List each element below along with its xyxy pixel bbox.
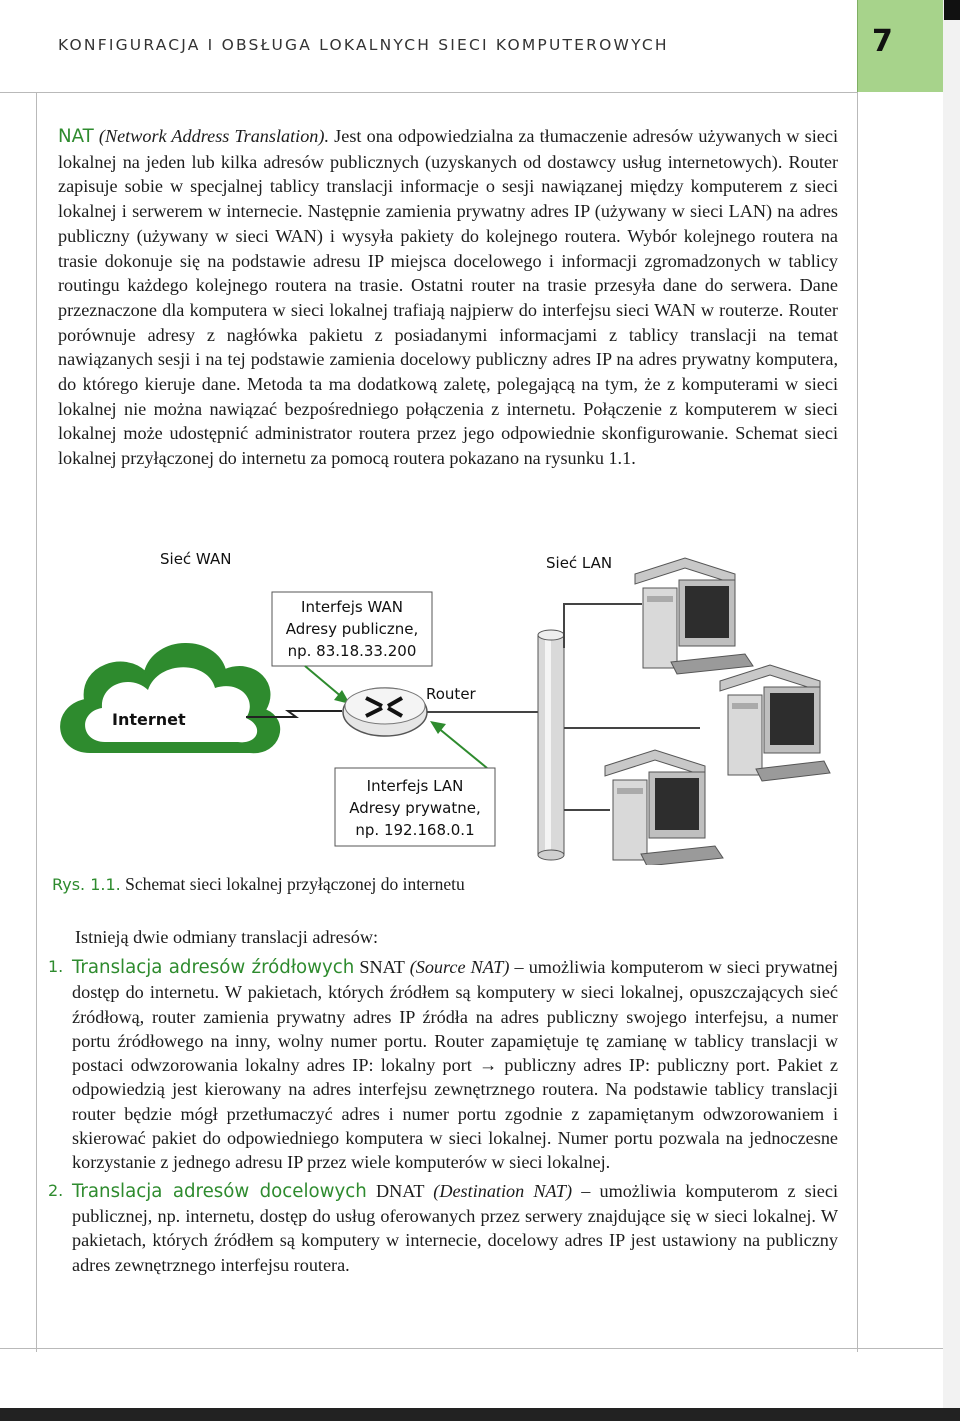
- frame-line-right: [857, 92, 858, 1352]
- list-item-body: – umożliwia komputerom z sieci publicznej, np. internetu, dostęp do usług oferowanych przez serwery znajdujące się w sieci lokalnej. W pakietach, których źródłem są komputery w internecie, docelowy adres IP jest ustawiony na publiczny adres zewnętrznego interfejsu routera.: [72, 1180, 839, 1275]
- wan-box-line-2: Adresy publiczne,: [285, 620, 419, 638]
- page-edge-corner: [944, 0, 960, 20]
- frame-line-top: [0, 92, 857, 93]
- router-icon: [343, 688, 427, 736]
- lan-pointer-arrow: [430, 721, 487, 768]
- list-item-expansion: (Source NAT): [409, 957, 510, 977]
- computer-icon: [635, 558, 753, 674]
- wan-box-line-1: Interfejs WAN: [301, 598, 403, 616]
- list-item: [48, 955, 838, 1175]
- list-item-expansion: (Destination NAT): [433, 1180, 573, 1201]
- lan-bus-icon: [538, 630, 564, 860]
- list-item-number: 1.: [48, 957, 64, 976]
- frame-line-bottom: [0, 1348, 943, 1349]
- computer-icon: [720, 665, 830, 781]
- nat-body: Jest ona odpowiedzialna za tłumaczenie adresów używanych w sieci lokalnej na jeden lub kilka adresów publicznych (uzyskanych od dostawcy usług internetowych). Router zapisuje sobie w specjalnej tablicy translacji informacje o sesji nawiązanej między komputerem z sieci lokalnej i serwerem w internecie. Następnie zamienia prywatny adres IP (używany w sieci LAN) na adres publiczny (używany w sieci WAN) i wysyła pakiety do kolejnego routera. Wybór kolejnego routera na trasie dokonuje się na podstawie adresu IP miejsca docelowego i informacji zgromadzonych w tablicy routingu każdego kolejnego routera na trasie. Ostatni router na trasie przesyła dane do serwera. Dane przeznaczone dla komputera w sieci lokalnej trafiają najpierw do interfejsu sieci WAN w routerze. Router porównuje adresy z nagłówka pakietu z posiadanymi informacjami z tablicy translacji na temat nawiązanych sesji i na tej podstawie zamienia docelowy publiczny adres IP na adres prywatny komputera, do którego kieruje dane. Metoda ta ma dodatkową zaletę, polegającą na tym, że z komputerami w sieci lokalnej nie można nawiązać bezpośredniego połączenia z internetu. Połączenie z komputerem w sieci lokalnej może udostępnić administrator routera przez jego odpowiednie skonfigurowanie. Schemat sieci lokalnej przyłączonej do internetu za pomocą routera pokazano na rysunku 1.1.: [58, 126, 838, 469]
- caption-text: Schemat sieci lokalnej przyłączonej do internetu: [120, 874, 465, 894]
- list-item: [48, 1179, 838, 1277]
- nat-expansion: (Network Address Translation).: [98, 126, 330, 146]
- wan-label: Sieć WAN: [160, 550, 232, 568]
- wan-interface-box: [272, 592, 432, 666]
- frame-line-left: [36, 92, 37, 1352]
- page-number: 7: [872, 24, 893, 59]
- wan-pointer-arrow: [305, 666, 350, 704]
- router-label: Router: [426, 685, 476, 703]
- wan-box-line-3: np. 83.18.33.200: [287, 642, 417, 660]
- chapter-tab: [857, 0, 944, 92]
- list-item-body: – umożliwia komputerom w sieci prywatnej dostęp do internetu. W pakietach, których źródłem są komputery w sieci lokalnej, opuszczających sieć źródłową, router zamienia prywatny adres IP źródła na adres publiczny swojego interfejsu, a numer portu źródłowego na inny, wolny numer portu. Router zapamiętuje tę zamianę w tablicy translacji w postaci odwzorowania lokalny adres IP: lokalny port → publiczny adres IP: publiczny port. Pakiet z odpowiedzią jest kierowany na adres interfejsu zewnętrznego routera. Na podstawie tablicy translacji router będzie mógł przetłumaczyć adres i numer portu zgodnie z zapamiętanym odwzorowaniem i skierować pakiet do odpowiedniego komputera w sieci lokalnej. Numer portu pozwala na jednoczesne korzystanie z jednego adresu IP przez wiele komputerów w sieci lokalnej.: [72, 957, 839, 1173]
- nat-paragraph: [58, 124, 838, 471]
- page-edge: [943, 0, 960, 1421]
- computer-icon: [605, 750, 723, 865]
- list-item-number: 2.: [48, 1180, 64, 1200]
- lan-box-line-3: np. 192.168.0.1: [355, 821, 475, 839]
- lan-interface-box: [335, 768, 495, 846]
- lan-label: Sieć LAN: [546, 554, 613, 572]
- caption-label: Rys. 1.1.: [52, 875, 121, 894]
- scan-bottom-edge: [0, 1408, 960, 1421]
- lan-cable-1: [564, 604, 642, 648]
- list-item-term: Translacja adresów docelowych: [72, 1180, 367, 1202]
- nat-term: NAT: [58, 126, 94, 147]
- list-item-term: Translacja adresów źródłowych: [72, 957, 355, 978]
- lan-box-line-1: Interfejs LAN: [366, 777, 464, 795]
- list-intro: Istnieją dwie odmiany translacji adresów:: [75, 927, 379, 947]
- list-item-abbr: DNAT: [366, 1180, 434, 1201]
- figure-caption: [52, 874, 832, 895]
- running-header: KONFIGURACJA I OBSŁUGA LOKALNYCH SIECI KOMPUTEROWYCH: [58, 36, 669, 54]
- list-item-abbr: SNAT: [354, 957, 410, 977]
- translation-types-list: [48, 955, 838, 1277]
- lan-box-line-2: Adresy prywatne,: [349, 799, 481, 817]
- internet-cloud-icon: [61, 644, 279, 752]
- internet-label: Internet: [112, 710, 186, 729]
- network-diagram: [50, 540, 850, 865]
